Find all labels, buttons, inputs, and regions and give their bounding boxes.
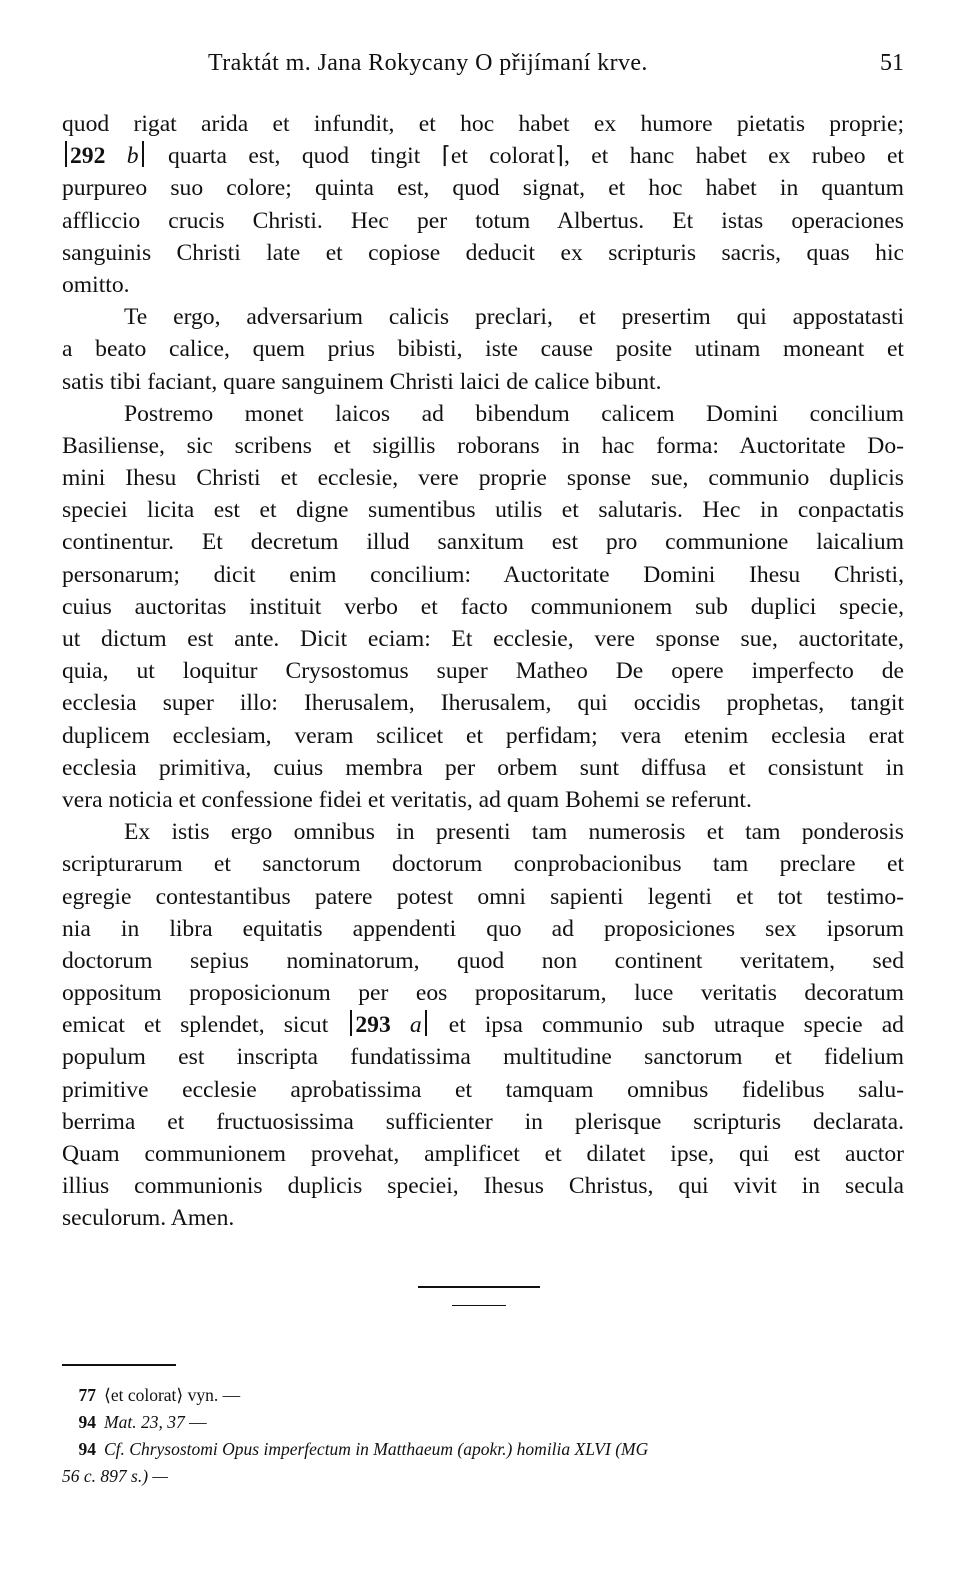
footnotes — [62, 1382, 904, 1490]
footnote-text: Cf. Chrysostomi Opus imperfectum in Matthaeum (apokr.) homilia XLVI (MG — [104, 1439, 649, 1459]
text-line: sanguinis Christi late et copiose deducit ex scripturis sacris, quas hic — [62, 239, 904, 266]
text-line: speciei licita est et digne sumentibus utilis et salutaris. Hec in conpactatis — [62, 497, 904, 524]
text-line: purpureo suo colore; quinta est, quod signat, et hoc habet in quantum — [62, 175, 904, 202]
text-line: personarum; dicit enim concilium: Auctoritate Domini Ihesu Christi, — [62, 561, 904, 588]
footnote-separator — [62, 1364, 176, 1366]
main-text — [62, 108, 904, 1235]
text-line: populum est inscripta fundatissima multitudine sanctorum et fidelium — [62, 1044, 904, 1071]
footnote — [62, 1409, 904, 1436]
text-line: affliccio crucis Christi. Hec per totum Albertus. Et istas operaciones — [62, 207, 904, 234]
text-line: omitto. — [62, 271, 130, 298]
page-number: 51 — [880, 50, 904, 76]
text-line: doctorum sepius nominatorum, quod non continent veritatem, sed — [62, 947, 904, 974]
text-line: cuius auctoritas instituit verbo et facto communionem sub duplici specie, — [62, 593, 904, 620]
text-line: nia in libra equitatis appendenti quo ad proposiciones sex ipsorum — [62, 915, 904, 942]
text-line: primitive ecclesie aprobatissima et tamquam omnibus fidelibus salu- — [62, 1076, 904, 1103]
running-title: Traktát m. Jana Rokycany O přijímaní krve. — [208, 50, 648, 76]
footnote-reference: Mat. 23, 37 — [104, 1412, 185, 1432]
folio-side: b — [126, 143, 139, 170]
footnote-number: 77 — [78, 1385, 96, 1405]
footnote — [62, 1382, 904, 1409]
text-line: oppositum proposicionum per eos propositarum, luce veritatis decoratum — [62, 980, 904, 1007]
footnote-text: ⟨et colorat⟩ vyn. — — [104, 1385, 241, 1405]
text-line — [62, 1009, 904, 1041]
text-line: Postremo monet laicos ad bibendum calicem Domini concilium — [124, 400, 904, 427]
text-line: continentur. Et decretum illud sanxitum est pro communione laicalium — [62, 529, 904, 556]
text-line: Basiliense, sic scribens et sigillis roborans in hac forma: Auctoritate Do- — [62, 432, 904, 459]
text-line — [62, 140, 904, 172]
text-line: ut dictum est ante. Dicit eciam: Et ecclesie, vere sponse sue, auctoritate, — [62, 626, 904, 652]
text-line: Quam communionem provehat, amplificet et dilatet ipse, qui est auctor — [62, 1141, 904, 1167]
text-line: quia, ut loquitur Crysostomus super Matheo De opere imperfecto de — [62, 658, 904, 685]
text-line: egregie contestantibus patere potest omni sapienti legenti et tot testimo- — [62, 883, 904, 910]
folio-side: a — [409, 1012, 422, 1039]
footnote-text: — — [184, 1412, 207, 1432]
footnote-number: 94 — [78, 1439, 96, 1459]
folio-marker-bar — [350, 1010, 352, 1036]
text-line: scripturarum et sanctorum doctorum conprobacionibus tam preclare et — [62, 851, 904, 878]
text-line: vera noticia et confessione fidei et veritatis, ad quam Bohemi se referunt. — [62, 786, 752, 813]
text-line: mini Ihesu Christi et ecclesie, vere proprie sponse sue, communio duplicis — [62, 465, 904, 492]
text-segment: et ipsa communio sub utraque specie ad — [448, 1012, 904, 1039]
footnote-text: 56 c. 897 s.) — — [62, 1466, 168, 1486]
text-line: quod rigat arida et infundit, et hoc habet ex humore pietatis proprie; — [62, 111, 904, 137]
folio-marker-bar — [142, 141, 144, 167]
text-line: illius communionis duplicis speciei, Ihesus Christus, qui vivit in secula — [62, 1173, 904, 1200]
text-line: seculorum. Amen. — [62, 1205, 235, 1232]
section-end-rule — [418, 1286, 540, 1288]
text-line: Te ergo, adversarium calicis preclari, et presertim qui appostatasti — [124, 304, 904, 331]
text-line: satis tibi faciant, quare sanguinem Christi laici de calice bibunt. — [62, 368, 662, 395]
text-line: duplicem ecclesiam, veram scilicet et perfidam; vera etenim ecclesia erat — [62, 722, 904, 749]
footnote-continuation — [62, 1463, 904, 1490]
text-line: a beato calice, quem prius bibisti, iste cause posite utinam moneant et — [62, 336, 904, 363]
footnote — [62, 1436, 904, 1463]
text-line: berrima et fructuosissima sufficienter in plerisque scripturis declarata. — [62, 1108, 904, 1135]
footnote-number: 94 — [78, 1412, 96, 1432]
running-head — [62, 50, 904, 84]
text-line: ecclesia primitiva, cuius membra per orbem sunt diffusa et consistunt in — [62, 754, 904, 781]
text-segment: quarta est, quod tingit ⌈et colorat⌉, et hanc habet ex rubeo et — [168, 143, 904, 170]
folio-marker-bar — [65, 141, 67, 167]
section-end-rule-short — [452, 1305, 506, 1306]
text-line: ecclesia super illo: Iherusalem, Iherusalem, qui occidis prophetas, tangit — [62, 690, 904, 717]
text-line: Ex istis ergo omnibus in presenti tam numerosis et tam ponderosis — [124, 819, 904, 846]
folio-number: 293 — [355, 1012, 391, 1039]
folio-marker-bar — [425, 1010, 427, 1036]
folio-number: 292 — [70, 143, 106, 170]
text-segment: emicat et splendet, sicut — [62, 1012, 329, 1039]
